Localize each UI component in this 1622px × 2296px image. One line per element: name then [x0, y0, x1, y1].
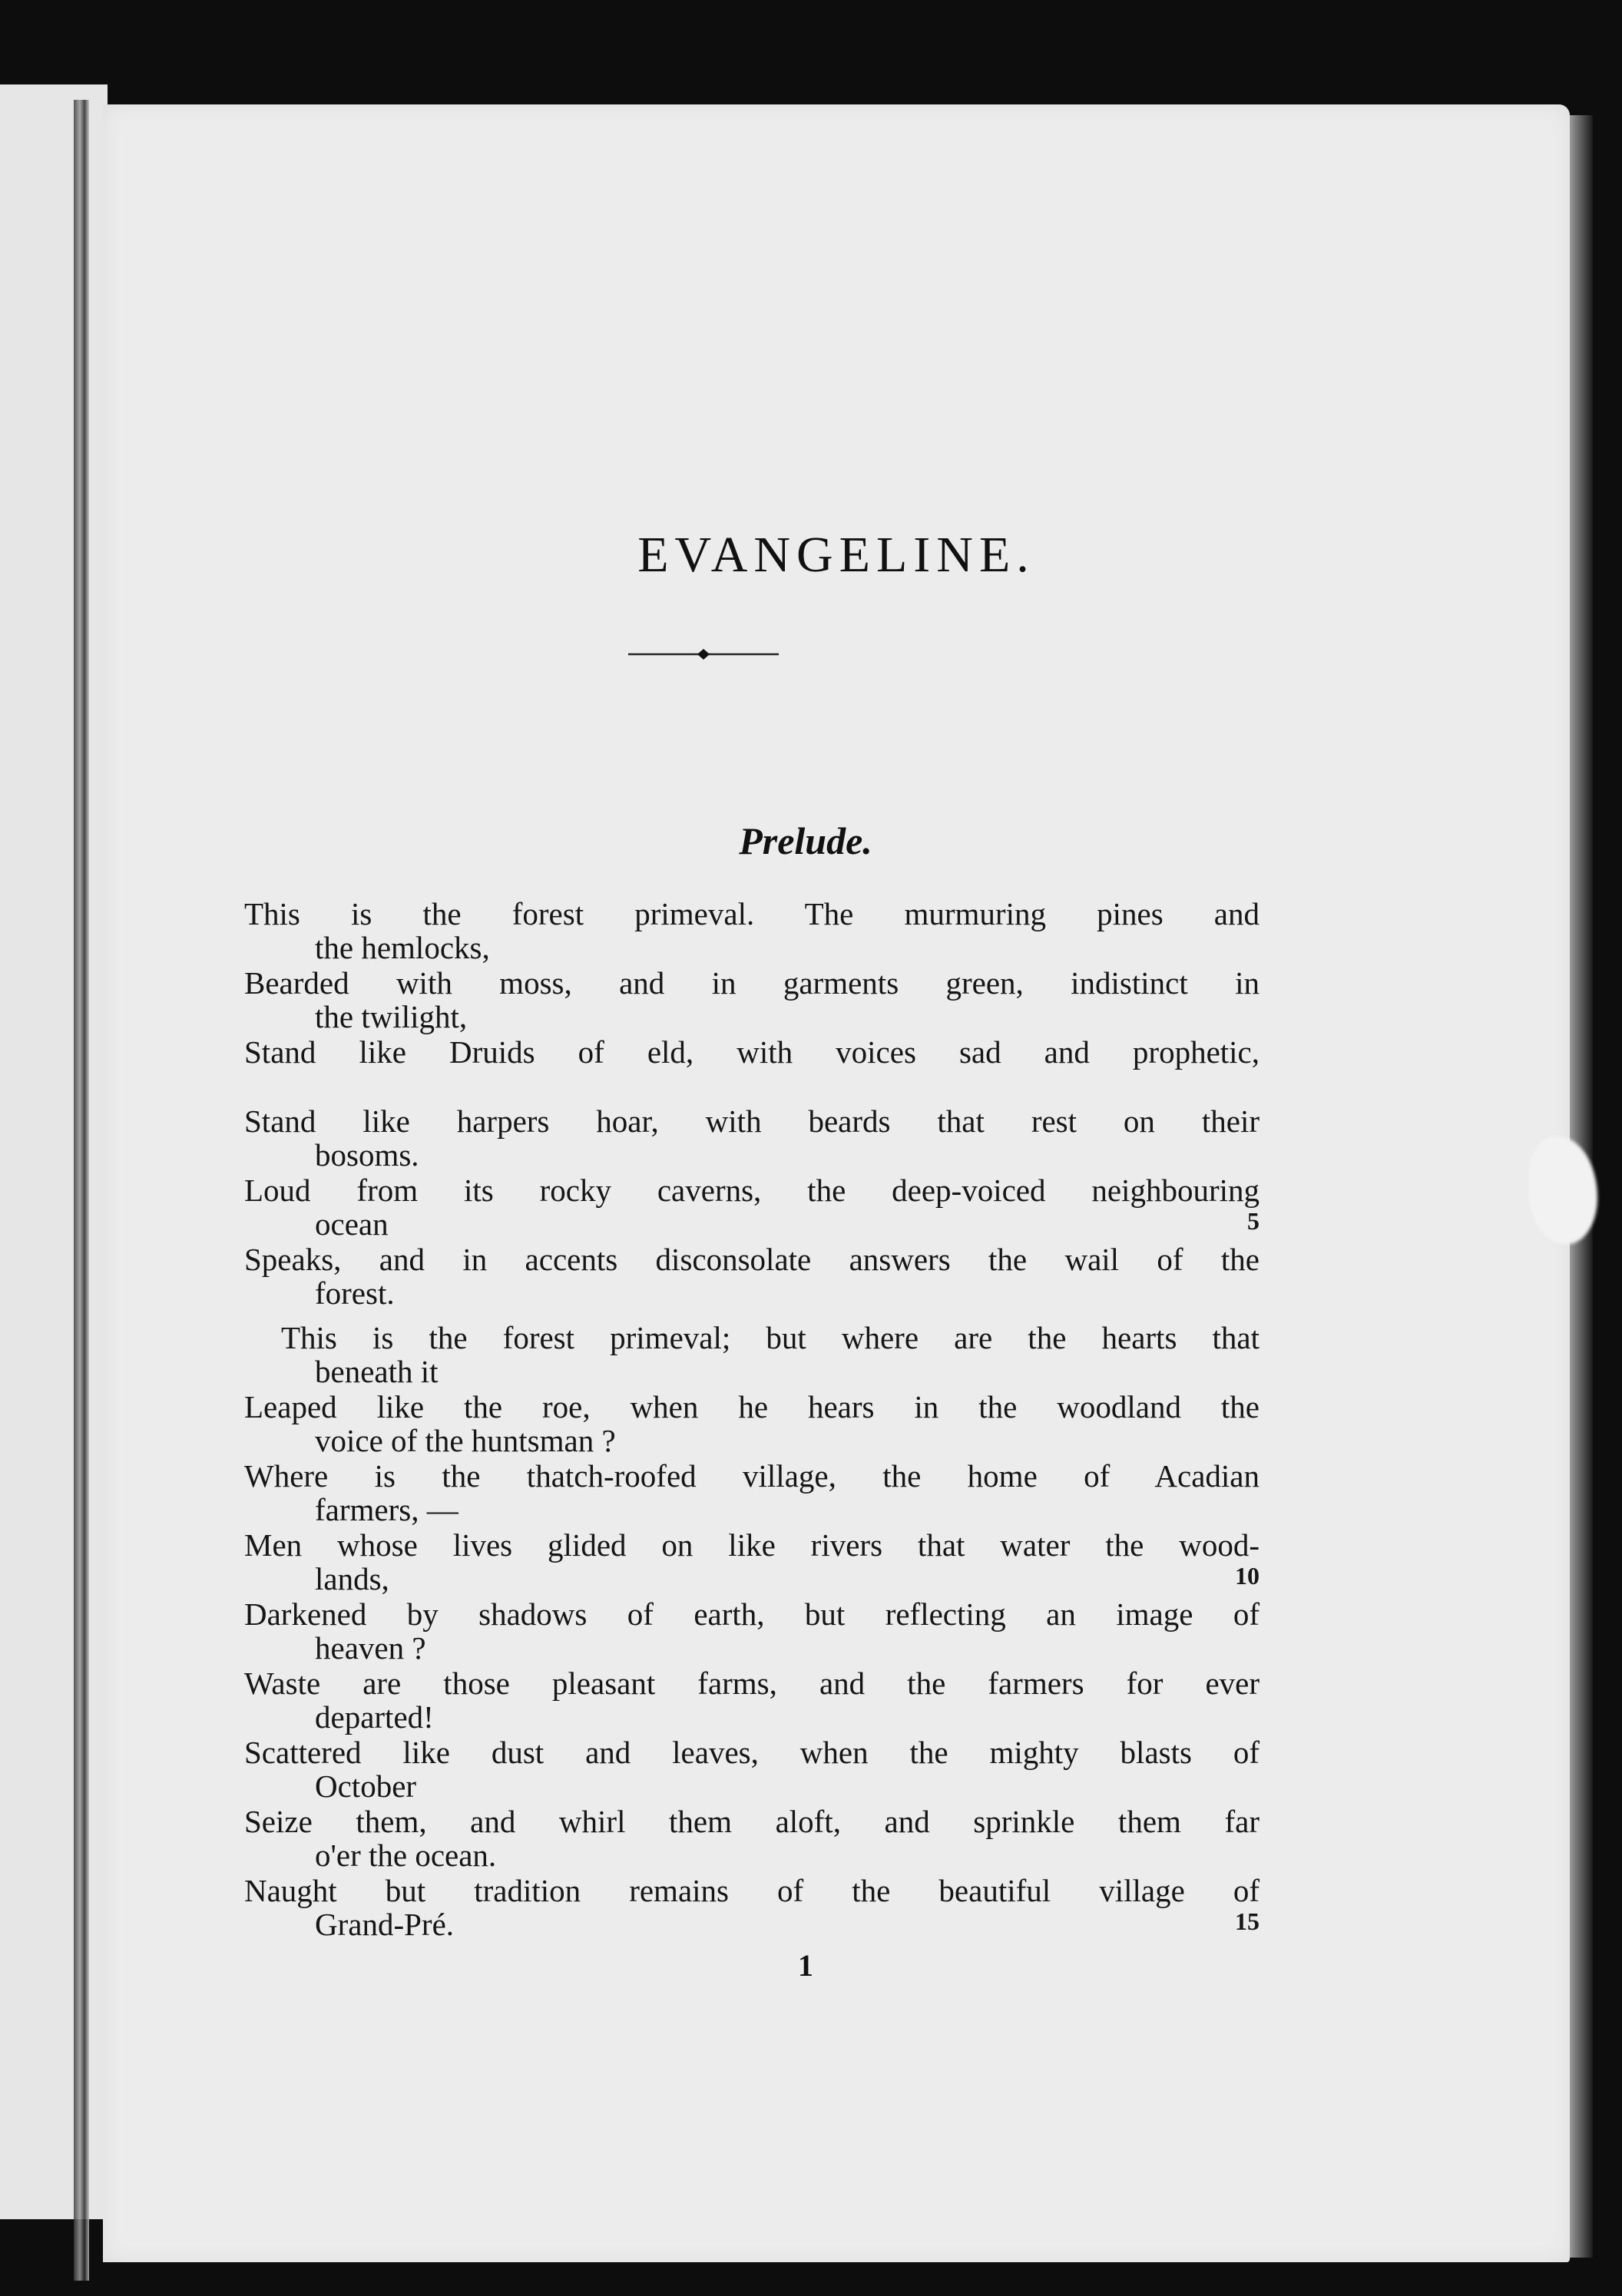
poem-line [244, 1872, 1260, 1941]
line-number: 5 [1247, 1207, 1260, 1235]
poem-line-text: This is the forest primeval; but where are the hearts that [281, 1320, 1260, 1355]
poem-line [244, 895, 1260, 964]
book-spine-edge [74, 100, 89, 2281]
poem-line [244, 1172, 1260, 1241]
poem-line-text: Naught but tradition remains of the beautiful village of [244, 1873, 1260, 1908]
poem-line-text: Seize them, and whirl them aloft, and sprinkle them far [244, 1804, 1260, 1839]
poem-line-text: Loud from its rocky caverns, the deep-voiced neighbouring [244, 1173, 1260, 1208]
poem-line-text: Speaks, and in accents disconsolate answers the wail of the [244, 1242, 1260, 1277]
poem-line-text: Men whose lives glided on like rivers that water the wood- [244, 1527, 1260, 1563]
poem-line [244, 964, 1260, 1034]
poem-line [244, 1103, 1260, 1172]
poem-line-continuation: heaven ? [315, 1630, 426, 1666]
poem-line [244, 1457, 1260, 1527]
poem-line-continuation: voice of the huntsman ? [315, 1423, 616, 1458]
section-heading: Prelude. [739, 819, 872, 862]
poem-line [244, 1596, 1260, 1665]
poem-line [244, 1665, 1260, 1734]
poem-line-continuation: lands, [315, 1561, 389, 1596]
poem-line-continuation: ocean [315, 1206, 389, 1242]
poem-line-text: Waste are those pleasant farms, and the farmers for ever [244, 1666, 1260, 1701]
poem-line-continuation: the hemlocks, [315, 930, 490, 965]
poem-line-text: Scattered like dust and leaves, when the mighty blasts of [244, 1735, 1260, 1770]
poem-line-continuation: o'er the ocean. [315, 1838, 497, 1873]
poem-line-text: Stand like Druids of eld, with voices sad and prophetic, [244, 1034, 1260, 1070]
poem-line-continuation: departed! [315, 1699, 434, 1735]
facing-page-edge [0, 84, 108, 2219]
poem-line-continuation: beneath it [315, 1354, 439, 1389]
book-page [103, 104, 1570, 2262]
poem-line-continuation: Grand-Pré. [315, 1907, 455, 1942]
poem-line [244, 1319, 1260, 1388]
poem-line [244, 1803, 1260, 1872]
poem-line-text: Where is the thatch-roofed village, the home of Acadian [244, 1458, 1260, 1494]
poem-line-text: Darkened by shadows of earth, but reflecting an image of [244, 1596, 1260, 1632]
poem-line [244, 1241, 1260, 1310]
line-number: 10 [1235, 1562, 1260, 1590]
line-number: 15 [1235, 1907, 1260, 1935]
ornament-divider [628, 647, 779, 662]
poem-line-text: Leaped like the roe, when he hears in the woodland the [244, 1389, 1260, 1424]
poem-line-continuation: the twilight, [315, 999, 468, 1034]
poem-line-continuation: farmers, — [315, 1492, 458, 1527]
poem-line-text: Stand like harpers hoar, with beards that rest on their [244, 1103, 1260, 1139]
poem-line-continuation: bosoms. [315, 1137, 419, 1173]
poem-line [244, 1527, 1260, 1596]
poem-line-text: Bearded with moss, and in garments green, indistinct in [244, 965, 1260, 1001]
page-title: EVANGELINE. [637, 527, 1035, 583]
page-number: 1 [798, 1948, 813, 1983]
poem-line-text: This is the forest primeval. The murmuring pines and [244, 896, 1260, 931]
poem-line [244, 1734, 1260, 1803]
poem-line-continuation: October [315, 1768, 417, 1804]
poem-line [244, 1388, 1260, 1457]
poem-line-continuation: forest. [315, 1275, 395, 1311]
poem-line [244, 1034, 1260, 1103]
